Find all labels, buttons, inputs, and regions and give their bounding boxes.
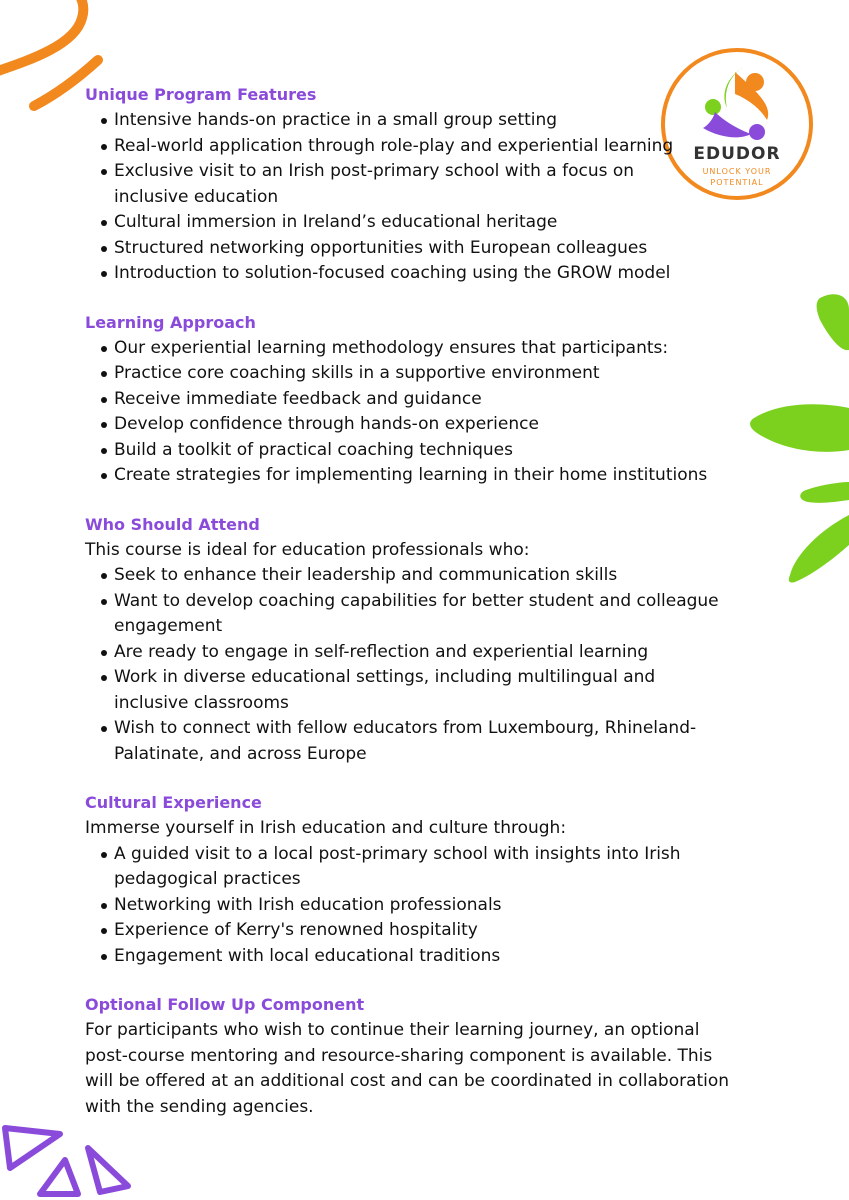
logo-tagline-line2: POTENTIAL xyxy=(710,178,764,187)
section-title: Unique Program Features xyxy=(85,85,317,104)
section-paragraph: For participants who wish to continue their learning journey, an optional post-course mentoring and resource-sharing component is available. This will be offered at an additional cost and can be coordinated in collaboration with the sending agencies. xyxy=(85,1020,730,1117)
list-item: Develop confidence through hands-on experience xyxy=(85,412,735,438)
section-optional-follow-up xyxy=(85,992,735,1120)
list-item: Real-world application through role-play and experiential learning xyxy=(85,134,735,160)
list-item: Our experiential learning methodology ensures that participants: xyxy=(85,336,735,362)
list-item: Exclusive visit to an Irish post-primary school with a focus on inclusive education xyxy=(85,159,735,210)
section-unique-features xyxy=(85,82,735,287)
list-item: Practice core coaching skills in a supportive environment xyxy=(85,361,735,387)
section-title: Learning Approach xyxy=(85,312,256,332)
logo-name: EDUDOR xyxy=(693,144,781,164)
section-learning-approach xyxy=(85,310,735,489)
section-cultural-experience xyxy=(85,790,735,969)
green-leaf-decoration xyxy=(740,290,849,590)
bullet-list xyxy=(85,563,735,767)
bullet-list xyxy=(85,336,735,489)
logo-tagline-line1: UNLOCK YOUR xyxy=(702,167,772,176)
section-title: Who Should Attend xyxy=(85,514,260,534)
section-intro: Immerse yourself in Irish education and culture through: xyxy=(85,818,567,838)
list-item: A guided visit to a local post-primary school with insights into Irish pedagogical practices xyxy=(85,842,735,893)
section-title: Cultural Experience xyxy=(85,793,262,812)
list-item: Seek to enhance their leadership and communication skills xyxy=(85,563,735,589)
list-item: Cultural immersion in Ireland’s educational heritage xyxy=(85,210,735,236)
list-item: Build a toolkit of practical coaching techniques xyxy=(85,438,735,464)
bullet-list xyxy=(85,108,735,287)
document-body xyxy=(85,82,735,1143)
list-item: Work in diverse educational settings, including multilingual and inclusive classrooms xyxy=(85,665,735,716)
bullet-list xyxy=(85,842,735,970)
list-item: Intensive hands-on practice in a small group setting xyxy=(85,108,735,134)
section-title: Optional Follow Up Component xyxy=(85,995,365,1014)
list-item: Experience of Kerry's renowned hospitality xyxy=(85,918,735,944)
section-intro: This course is ideal for education professionals who: xyxy=(85,539,530,560)
list-item: Wish to connect with fellow educators from Luxembourg, Rhineland-Palatinate, and across Europe xyxy=(85,716,735,767)
list-item: Create strategies for implementing learning in their home institutions xyxy=(85,463,735,489)
list-item: Engagement with local educational traditions xyxy=(85,944,735,970)
list-item: Are ready to engage in self-reflection and experiential learning xyxy=(85,640,735,666)
section-who-should-attend xyxy=(85,512,735,768)
list-item: Structured networking opportunities with European colleagues xyxy=(85,236,735,262)
list-item: Introduction to solution-focused coaching using the GROW model xyxy=(85,261,735,287)
list-item: Want to develop coaching capabilities for better student and colleague engagement xyxy=(85,589,735,640)
list-item: Networking with Irish education professionals xyxy=(85,893,735,919)
list-item: Receive immediate feedback and guidance xyxy=(85,387,735,413)
